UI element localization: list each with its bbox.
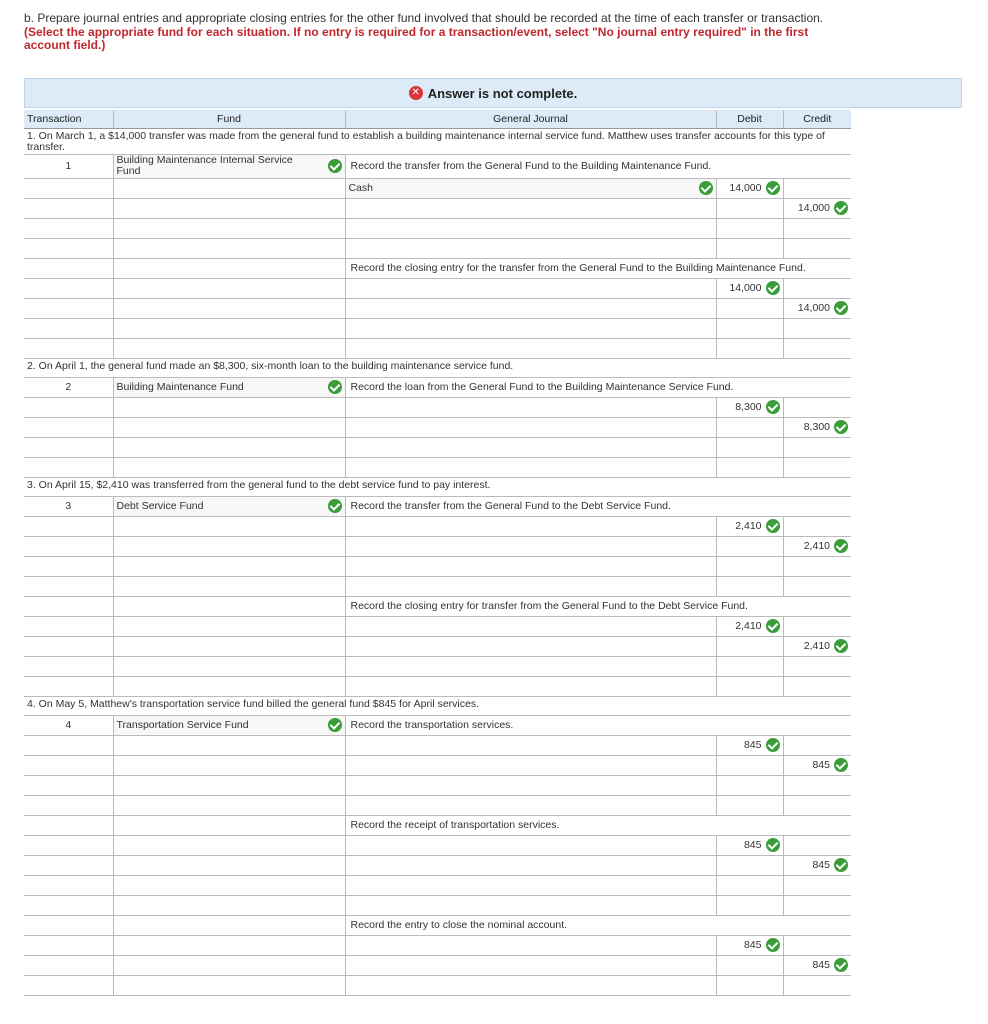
fund-select[interactable] <box>113 318 345 338</box>
table-row <box>24 735 851 755</box>
debit-value: 2,410 <box>735 619 762 632</box>
transaction-description: 1. On March 1, a $14,000 transfer was made from the general fund to establish a building maintenance internal service fund. Matthew uses transfer accounts for this type of transfer. <box>24 128 851 154</box>
account-select[interactable] <box>345 775 716 795</box>
transaction-number <box>24 915 113 935</box>
credit-value: 2,410 <box>803 639 830 652</box>
fund-select[interactable] <box>113 815 345 835</box>
transaction-number <box>24 238 113 258</box>
credit-input[interactable] <box>783 457 851 477</box>
account-select[interactable] <box>345 218 716 238</box>
journal-instruction <box>345 377 851 397</box>
table-row <box>24 278 851 298</box>
fund-select[interactable] <box>113 875 345 895</box>
credit-input[interactable] <box>783 636 851 656</box>
transaction-number <box>24 536 113 556</box>
table-row <box>24 457 851 477</box>
credit-input[interactable] <box>783 437 851 457</box>
credit-correct-check-icon <box>834 758 848 772</box>
journal-instruction-text: Record the loan from the General Fund to the Building Maintenance Service Fund. <box>350 381 734 393</box>
fund-select[interactable] <box>113 676 345 696</box>
transaction-description: 4. On May 5, Matthew's transportation service fund billed the general fund $845 for April services. <box>24 696 851 715</box>
transaction-number <box>24 835 113 855</box>
credit-correct-check-icon <box>834 539 848 553</box>
transaction-number <box>24 676 113 696</box>
debit-input[interactable] <box>716 636 783 656</box>
header-credit: Credit <box>783 110 851 128</box>
transaction-number <box>24 775 113 795</box>
credit-input[interactable] <box>783 935 851 955</box>
credit-correct-check-icon <box>834 420 848 434</box>
credit-correct-check-icon <box>834 301 848 315</box>
instructions-emphasis: (Select the appropriate fund for each situation. If no entry is required for a transaction/event, select "No journal entry required" in the first account field.) <box>24 24 809 52</box>
fund-select[interactable] <box>113 715 345 735</box>
journal-instruction-row <box>24 258 851 278</box>
fund-select[interactable] <box>113 596 345 616</box>
debit-input[interactable] <box>716 516 783 536</box>
debit-correct-check-icon <box>766 281 780 295</box>
error-x-icon: ✕ <box>409 86 423 100</box>
table-row <box>24 616 851 636</box>
account-select[interactable] <box>345 417 716 437</box>
fund-select[interactable] <box>113 258 345 278</box>
debit-input[interactable] <box>716 975 783 995</box>
debit-input[interactable] <box>716 935 783 955</box>
journal-instruction-row <box>24 496 851 516</box>
fund-select[interactable] <box>113 278 345 298</box>
fund-select[interactable] <box>113 556 345 576</box>
fund-select[interactable] <box>113 536 345 556</box>
table-row <box>24 895 851 915</box>
table-row <box>24 298 851 318</box>
credit-value: 14,000 <box>797 301 830 314</box>
transaction-number <box>24 457 113 477</box>
transaction-number <box>24 218 113 238</box>
journal-instruction-text: Record the transfer from the General Fund to the Debt Service Fund. <box>350 500 671 512</box>
fund-correct-check-icon <box>328 159 342 173</box>
transaction-number <box>24 636 113 656</box>
debit-input[interactable] <box>716 198 783 218</box>
credit-input[interactable] <box>783 755 851 775</box>
credit-input[interactable] <box>783 975 851 995</box>
account-select[interactable] <box>345 676 716 696</box>
credit-input[interactable] <box>783 318 851 338</box>
table-row <box>24 855 851 875</box>
transaction-number <box>24 417 113 437</box>
journal-instruction <box>345 258 851 278</box>
answer-status-text: Answer is not complete. <box>427 85 578 101</box>
credit-input[interactable] <box>783 735 851 755</box>
fund-select[interactable] <box>113 377 345 397</box>
credit-input[interactable] <box>783 298 851 318</box>
journal-instruction-row <box>24 596 851 616</box>
fund-select[interactable] <box>113 218 345 238</box>
credit-input[interactable] <box>783 238 851 258</box>
account-select[interactable] <box>345 536 716 556</box>
account-correct-check-icon <box>699 181 713 195</box>
account-select[interactable] <box>345 935 716 955</box>
credit-value: 845 <box>812 758 830 771</box>
fund-select[interactable] <box>113 636 345 656</box>
journal-instruction <box>345 915 851 935</box>
debit-correct-check-icon <box>766 181 780 195</box>
debit-input[interactable] <box>716 955 783 975</box>
table-row <box>24 775 851 795</box>
fund-select[interactable] <box>113 795 345 815</box>
transaction-number: 1 <box>24 154 113 178</box>
account-select[interactable] <box>345 656 716 676</box>
transaction-number <box>24 875 113 895</box>
debit-input[interactable] <box>716 576 783 596</box>
header-debit: Debit <box>716 110 783 128</box>
credit-correct-check-icon <box>834 201 848 215</box>
fund-select[interactable] <box>113 516 345 536</box>
credit-correct-check-icon <box>834 958 848 972</box>
debit-value: 845 <box>743 938 762 951</box>
table-row <box>24 218 851 238</box>
transaction-number <box>24 616 113 636</box>
fund-select[interactable] <box>113 855 345 875</box>
fund-select[interactable] <box>113 775 345 795</box>
journal-instruction-row <box>24 715 851 735</box>
journal-instruction-text: Record the transfer from the General Fund to the Building Maintenance Fund. <box>350 160 712 172</box>
fund-select[interactable] <box>113 178 345 198</box>
fund-select[interactable] <box>113 895 345 915</box>
transaction-description-row <box>24 696 851 715</box>
transaction-description-row <box>24 477 851 496</box>
table-row <box>24 935 851 955</box>
credit-input[interactable] <box>783 676 851 696</box>
account-select[interactable] <box>345 516 716 536</box>
account-select[interactable] <box>345 735 716 755</box>
table-row <box>24 636 851 656</box>
debit-input[interactable] <box>716 735 783 755</box>
journal-instruction-row <box>24 377 851 397</box>
debit-input[interactable] <box>716 298 783 318</box>
fund-correct-check-icon <box>328 499 342 513</box>
table-row <box>24 795 851 815</box>
table-row <box>24 955 851 975</box>
credit-input[interactable] <box>783 895 851 915</box>
debit-input[interactable] <box>716 437 783 457</box>
debit-input[interactable] <box>716 676 783 696</box>
fund-select-value: Building Maintenance Internal Service Fund <box>116 154 293 177</box>
credit-input[interactable] <box>783 616 851 636</box>
fund-select[interactable] <box>113 616 345 636</box>
table-row <box>24 576 851 596</box>
transaction-number <box>24 795 113 815</box>
table-row <box>24 556 851 576</box>
journal-instruction <box>345 815 851 835</box>
account-select-value: Cash <box>348 182 374 194</box>
account-select[interactable] <box>345 198 716 218</box>
debit-input[interactable] <box>716 835 783 855</box>
transaction-number <box>24 815 113 835</box>
header-fund: Fund <box>113 110 345 128</box>
credit-correct-check-icon <box>834 639 848 653</box>
transaction-description-row <box>24 128 851 154</box>
debit-value: 14,000 <box>729 281 762 294</box>
transaction-number <box>24 178 113 198</box>
credit-input[interactable] <box>783 536 851 556</box>
debit-correct-check-icon <box>766 619 780 633</box>
transaction-description: 2. On April 1, the general fund made an $8,300, six-month loan to the building maintenance service fund. <box>24 358 851 377</box>
fund-select[interactable] <box>113 955 345 975</box>
debit-input[interactable] <box>716 616 783 636</box>
fund-select[interactable] <box>113 417 345 437</box>
transaction-number: 2 <box>24 377 113 397</box>
fund-select[interactable] <box>113 935 345 955</box>
credit-input[interactable] <box>783 218 851 238</box>
debit-correct-check-icon <box>766 400 780 414</box>
account-select[interactable] <box>345 975 716 995</box>
credit-correct-check-icon <box>834 858 848 872</box>
transaction-number <box>24 338 113 358</box>
fund-select[interactable] <box>113 735 345 755</box>
fund-select[interactable] <box>113 496 345 516</box>
fund-correct-check-icon <box>328 718 342 732</box>
credit-input[interactable] <box>783 397 851 417</box>
table-row <box>24 397 851 417</box>
fund-select[interactable] <box>113 397 345 417</box>
table-row <box>24 875 851 895</box>
debit-correct-check-icon <box>766 838 780 852</box>
account-select[interactable] <box>345 556 716 576</box>
transaction-number <box>24 975 113 995</box>
credit-value: 8,300 <box>803 420 830 433</box>
debit-value: 845 <box>743 838 762 851</box>
table-row <box>24 238 851 258</box>
table-row <box>24 676 851 696</box>
journal-instruction-row <box>24 815 851 835</box>
fund-select[interactable] <box>113 975 345 995</box>
table-row <box>24 417 851 437</box>
transaction-number <box>24 755 113 775</box>
table-row <box>24 975 851 995</box>
table-row <box>24 198 851 218</box>
debit-input[interactable] <box>716 457 783 477</box>
header-general-journal: General Journal <box>345 110 716 128</box>
account-select[interactable] <box>345 437 716 457</box>
credit-input[interactable] <box>783 835 851 855</box>
account-select[interactable] <box>345 955 716 975</box>
table-row <box>24 835 851 855</box>
journal-instruction-row <box>24 915 851 935</box>
fund-select[interactable] <box>113 238 345 258</box>
debit-input[interactable] <box>716 238 783 258</box>
journal-instruction-text: Record the closing entry for the transfer from the General Fund to the Building Maintenance Fund. <box>350 262 806 274</box>
transaction-number <box>24 258 113 278</box>
account-select[interactable] <box>345 795 716 815</box>
account-select[interactable] <box>345 636 716 656</box>
transaction-number <box>24 935 113 955</box>
account-select[interactable] <box>345 855 716 875</box>
transaction-number: 4 <box>24 715 113 735</box>
debit-input[interactable] <box>716 536 783 556</box>
credit-input[interactable] <box>783 278 851 298</box>
transaction-number <box>24 278 113 298</box>
table-row <box>24 437 851 457</box>
debit-input[interactable] <box>716 218 783 238</box>
table-row <box>24 656 851 676</box>
transaction-number <box>24 895 113 915</box>
credit-input[interactable] <box>783 417 851 437</box>
transaction-description: 3. On April 15, $2,410 was transferred from the general fund to the debt service fund to pay interest. <box>24 477 851 496</box>
debit-value: 8,300 <box>735 400 762 413</box>
debit-input[interactable] <box>716 855 783 875</box>
transaction-number <box>24 556 113 576</box>
credit-input[interactable] <box>783 955 851 975</box>
credit-value: 845 <box>812 958 830 971</box>
journal-instruction-row <box>24 154 851 178</box>
fund-select-value: Building Maintenance Fund <box>116 380 244 393</box>
account-select[interactable] <box>345 318 716 338</box>
debit-value: 2,410 <box>735 519 762 532</box>
account-select[interactable] <box>345 875 716 895</box>
journal-entry-table <box>24 110 851 996</box>
journal-instruction <box>345 496 851 516</box>
debit-input[interactable] <box>716 278 783 298</box>
fund-select[interactable] <box>113 338 345 358</box>
credit-input[interactable] <box>783 576 851 596</box>
debit-input[interactable] <box>716 895 783 915</box>
transaction-number <box>24 516 113 536</box>
credit-input[interactable] <box>783 338 851 358</box>
credit-input[interactable] <box>783 556 851 576</box>
debit-input[interactable] <box>716 775 783 795</box>
header-transaction: Transaction <box>24 110 113 128</box>
transaction-number: 3 <box>24 496 113 516</box>
journal-instruction-text: Record the receipt of transportation services. <box>350 819 560 831</box>
fund-select[interactable] <box>113 154 345 178</box>
debit-input[interactable] <box>716 397 783 417</box>
fund-select[interactable] <box>113 915 345 935</box>
account-select[interactable] <box>345 278 716 298</box>
account-select[interactable] <box>345 397 716 417</box>
journal-instruction-text: Record the transportation services. <box>350 719 514 731</box>
debit-input[interactable] <box>716 755 783 775</box>
account-select[interactable] <box>345 755 716 775</box>
credit-value: 14,000 <box>797 201 830 214</box>
debit-input[interactable] <box>716 656 783 676</box>
fund-select[interactable] <box>113 437 345 457</box>
transaction-number <box>24 576 113 596</box>
account-select[interactable] <box>345 338 716 358</box>
debit-correct-check-icon <box>766 738 780 752</box>
transaction-number <box>24 596 113 616</box>
debit-input[interactable] <box>716 178 783 198</box>
credit-input[interactable] <box>783 178 851 198</box>
account-select[interactable] <box>345 178 716 198</box>
debit-correct-check-icon <box>766 519 780 533</box>
transaction-number <box>24 955 113 975</box>
debit-input[interactable] <box>716 795 783 815</box>
table-header-row <box>24 110 851 128</box>
account-select[interactable] <box>345 457 716 477</box>
table-row <box>24 178 851 198</box>
transaction-number <box>24 397 113 417</box>
fund-select-value: Transportation Service Fund <box>116 718 249 731</box>
credit-input[interactable] <box>783 516 851 536</box>
fund-select[interactable] <box>113 656 345 676</box>
debit-input[interactable] <box>716 875 783 895</box>
fund-correct-check-icon <box>328 380 342 394</box>
credit-input[interactable] <box>783 795 851 815</box>
credit-input[interactable] <box>783 656 851 676</box>
transaction-number <box>24 656 113 676</box>
table-row <box>24 755 851 775</box>
journal-instruction <box>345 154 851 178</box>
credit-value: 2,410 <box>803 539 830 552</box>
debit-input[interactable] <box>716 318 783 338</box>
journal-instruction <box>345 715 851 735</box>
account-select[interactable] <box>345 835 716 855</box>
fund-select[interactable] <box>113 457 345 477</box>
account-select[interactable] <box>345 895 716 915</box>
account-select[interactable] <box>345 238 716 258</box>
table-row <box>24 516 851 536</box>
fund-select[interactable] <box>113 198 345 218</box>
debit-value: 14,000 <box>729 181 762 194</box>
fund-select[interactable] <box>113 755 345 775</box>
credit-input[interactable] <box>783 875 851 895</box>
transaction-number <box>24 198 113 218</box>
instructions <box>24 12 824 53</box>
credit-input[interactable] <box>783 198 851 218</box>
debit-input[interactable] <box>716 338 783 358</box>
journal-instruction <box>345 596 851 616</box>
table-row <box>24 338 851 358</box>
debit-correct-check-icon <box>766 938 780 952</box>
instructions-text: b. Prepare journal entries and appropriate closing entries for the other fund involved that should be recorded at the time of each transfer or transaction. <box>24 11 824 25</box>
account-select[interactable] <box>345 616 716 636</box>
answer-status-banner <box>24 78 962 108</box>
fund-select[interactable] <box>113 576 345 596</box>
debit-input[interactable] <box>716 556 783 576</box>
account-select[interactable] <box>345 298 716 318</box>
fund-select[interactable] <box>113 835 345 855</box>
transaction-number <box>24 855 113 875</box>
debit-value: 845 <box>743 738 762 751</box>
journal-instruction-text: Record the closing entry for transfer from the General Fund to the Debt Service Fund. <box>350 600 748 612</box>
journal-instruction-text: Record the entry to close the nominal account. <box>350 919 568 931</box>
credit-value: 845 <box>812 858 830 871</box>
debit-input[interactable] <box>716 417 783 437</box>
table-row <box>24 318 851 338</box>
transaction-number <box>24 437 113 457</box>
transaction-description-row <box>24 358 851 377</box>
credit-input[interactable] <box>783 855 851 875</box>
credit-input[interactable] <box>783 775 851 795</box>
transaction-number <box>24 318 113 338</box>
fund-select-value: Debt Service Fund <box>116 499 204 512</box>
table-row <box>24 536 851 556</box>
transaction-number <box>24 735 113 755</box>
fund-select[interactable] <box>113 298 345 318</box>
transaction-number <box>24 298 113 318</box>
account-select[interactable] <box>345 576 716 596</box>
